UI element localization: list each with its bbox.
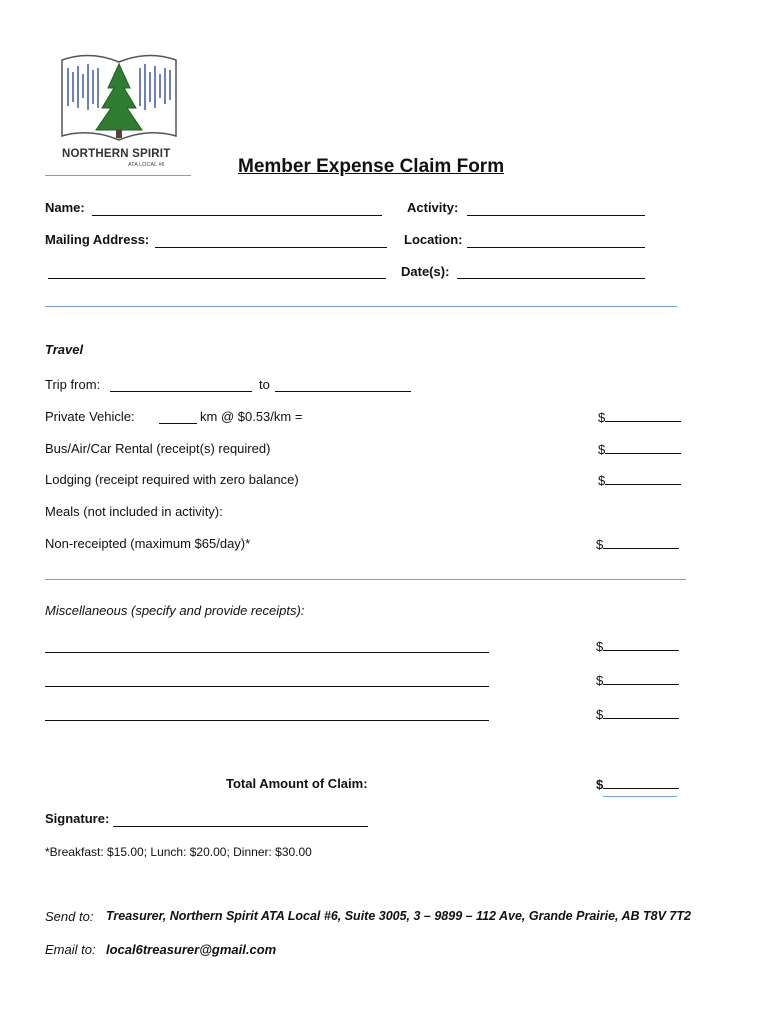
- logo-name: NORTHERN SPIRIT: [62, 148, 171, 160]
- dates-label: Date(s):: [401, 264, 450, 279]
- mailing-address-field-2[interactable]: [48, 278, 386, 279]
- signature-label: Signature:: [45, 811, 110, 826]
- total-double-underline: [603, 796, 677, 797]
- travel-heading: Travel: [45, 342, 84, 357]
- bus-air-car-label: Bus/Air/Car Rental (receipt(s) required): [45, 441, 271, 456]
- activity-field[interactable]: [467, 215, 645, 216]
- lodging-label: Lodging (receipt required with zero balance): [45, 472, 299, 487]
- non-receipted-amount[interactable]: [596, 536, 679, 552]
- non-receipted-label: Non-receipted (maximum $65/day)*: [45, 536, 251, 551]
- activity-label: Activity:: [407, 200, 459, 215]
- send-to-label: Send to:: [45, 909, 94, 924]
- email-to-label: Email to:: [45, 942, 96, 957]
- misc-heading: Miscellaneous (specify and provide receipts):: [45, 603, 305, 618]
- trip-from-label: Trip from:: [45, 377, 101, 392]
- dates-field[interactable]: [457, 278, 645, 279]
- misc-amount-3[interactable]: [596, 706, 679, 722]
- misc-amount-1[interactable]: [596, 638, 679, 654]
- name-label: Name:: [45, 200, 85, 215]
- logo-underline: [45, 175, 191, 176]
- total-amount[interactable]: [596, 776, 679, 792]
- currency-symbol: $: [596, 537, 604, 552]
- send-to-address: Treasurer, Northern Spirit ATA Local #6, Suite 3005, 3 – 9899 – 112 Ave, Grande Prairie, AB T8V 7T2: [106, 909, 691, 923]
- location-label: Location:: [404, 232, 463, 247]
- email-address[interactable]: local6treasurer@gmail.com: [106, 942, 277, 957]
- misc-description-field-2[interactable]: [45, 686, 489, 687]
- trip-to-field[interactable]: [275, 391, 411, 392]
- page-title: Member Expense Claim Form: [238, 156, 505, 177]
- location-field[interactable]: [467, 247, 645, 248]
- misc-description-field-1[interactable]: [45, 652, 489, 653]
- currency-symbol: $: [598, 410, 606, 425]
- tree-book-logo-icon: [56, 48, 182, 158]
- misc-amount-2[interactable]: [596, 672, 679, 688]
- logo-subtitle: ATA LOCAL #6: [128, 162, 165, 168]
- private-vehicle-amount[interactable]: [598, 409, 681, 425]
- trip-from-field[interactable]: [110, 391, 252, 392]
- misc-description-field-3[interactable]: [45, 720, 489, 721]
- lodging-amount[interactable]: [598, 472, 681, 488]
- total-label: Total Amount of Claim:: [226, 776, 368, 791]
- currency-symbol: $: [598, 473, 606, 488]
- km-rate-label: km @ $0.53/km =: [200, 409, 303, 424]
- bus-air-car-amount[interactable]: [598, 441, 681, 457]
- signature-field[interactable]: [113, 826, 368, 827]
- currency-symbol: $: [596, 707, 604, 722]
- mailing-address-field[interactable]: [155, 247, 387, 248]
- meal-rates-note: *Breakfast: $15.00; Lunch: $20.00; Dinner: $30.00: [45, 845, 312, 859]
- currency-symbol: $: [596, 777, 604, 792]
- private-vehicle-label: Private Vehicle:: [45, 409, 135, 424]
- km-field[interactable]: [159, 423, 197, 424]
- logo: [56, 48, 182, 178]
- trip-to-label: to: [259, 377, 270, 392]
- name-field[interactable]: [92, 215, 382, 216]
- section-divider: [45, 579, 686, 580]
- mailing-address-label: Mailing Address:: [45, 232, 150, 247]
- meals-label: Meals (not included in activity):: [45, 504, 223, 519]
- currency-symbol: $: [596, 673, 604, 688]
- section-divider: [45, 306, 677, 307]
- currency-symbol: $: [598, 442, 606, 457]
- currency-symbol: $: [596, 639, 604, 654]
